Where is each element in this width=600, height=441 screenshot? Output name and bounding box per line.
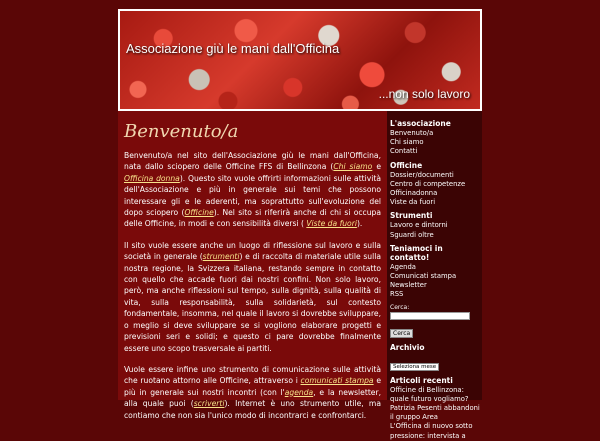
sidebar-link[interactable]: Viste da fuori [390, 198, 436, 207]
sidebar-link[interactable]: RSS [390, 290, 404, 299]
sidebar-link[interactable]: Contatti [390, 147, 418, 156]
paragraph-text: Benvenuto/a nel sito dell'Associazione giù le mani dall'Officina, nata dallo sciopero delle Officine FFS di Bellinzona ( [124, 151, 381, 172]
inline-link[interactable]: Officine [184, 208, 214, 218]
inline-link[interactable]: strumenti [202, 252, 240, 262]
sidebar-sections [390, 119, 480, 300]
sidebar-link[interactable]: Officinadonna [390, 189, 438, 198]
sidebar-link[interactable]: Chi siamo [390, 138, 424, 147]
site-tagline: ...non solo lavoro [378, 87, 470, 101]
inline-link[interactable]: comunicati stampa [300, 376, 374, 386]
search-input[interactable] [390, 312, 470, 320]
sidebar-heading: Teniamoci in contatto! [390, 243, 443, 262]
archive-select[interactable]: Seleziona mese [390, 363, 439, 371]
inline-link[interactable]: Viste da fuori [306, 219, 357, 229]
sidebar-link[interactable]: Comunicati stampa [390, 272, 457, 281]
recent-list [390, 386, 480, 441]
paragraph-text: e [372, 162, 381, 172]
paragraph-text: Il sito vuole essere anche un luogo di riflessione sul lavoro e sulla società in generale ( [124, 240, 381, 262]
paragraph-text: e più in generale sui nostri incontri (con l' [124, 376, 381, 397]
sidebar [387, 111, 482, 440]
site-title[interactable]: Associazione giù le mani dall'Officina [126, 41, 340, 56]
paragraph-text: ) e di raccolta di materiale utile sulla nostra regione, la Svizzera italiana, restando sempre in contatto con quello che accade fuori dai nostri confini. Non solo lavoro, però, ma anche riflessioni sul tempo, sulla dignità, sulla qualità di vita, sulla responsabilità, sulla solidarietà, sul contesto fondamentale, insomma, nel quale il lavoro si dovrebbe sviluppare, o meglio si deve sviluppare se si vogliono elaborare progetti e previsioni seri e solidi; e questo ci pare dovrebbe finalmente essere uno scopo trasversale ai partiti. [124, 252, 381, 353]
sidebar-link[interactable]: Dossier/documenti [390, 170, 454, 179]
search-label: Cerca: [390, 303, 410, 311]
sidebar-link[interactable]: Centro di competenze [390, 179, 466, 188]
inline-link[interactable]: scriverti [193, 399, 225, 409]
inline-link[interactable]: Chi siamo [333, 162, 373, 172]
sidebar-link[interactable]: Sguardi oltre [390, 230, 434, 239]
recent-article-link[interactable]: Patrizia Pesenti abbandoni il gruppo Area [390, 404, 480, 422]
paragraph-text: ). Questo sito vuole offrirti informazioni sulle attività dell'Associazione e più in generale sui temi che possono interessare gli e le aderenti, ma soprattutto sull'evoluzione del dopo sciopero ( [124, 173, 381, 218]
communication-paragraph [124, 364, 381, 421]
recent-heading: Articoli recenti [390, 375, 453, 385]
sidebar-link[interactable]: Agenda [390, 262, 416, 271]
inline-link[interactable]: agenda [284, 387, 314, 397]
sidebar-link[interactable]: Benvenuto/a [390, 129, 434, 137]
paragraph-text: ). [356, 219, 363, 229]
header-banner [118, 9, 482, 111]
recent-article-link[interactable]: L'Officina di nuovo sotto pressione: intervista a [390, 422, 473, 440]
intro-paragraph [124, 150, 381, 230]
reflection-paragraph [124, 240, 381, 354]
paragraph-text: Vuole essere infine uno strumento di comunicazione sulle attività che ruotano attorno alle Officine, attraverso i [124, 364, 381, 386]
main-content [118, 111, 387, 420]
sidebar-heading: L'associazione [390, 119, 451, 128]
sidebar-heading: Strumenti [390, 211, 433, 221]
search-button[interactable]: Cerca [390, 329, 413, 338]
recent-article-link[interactable]: Officine di Bellinzona: quale futuro vogliamo? [390, 385, 469, 403]
page-title: Benvenuto/a [124, 121, 239, 142]
sidebar-link[interactable]: Newsletter [390, 281, 427, 290]
paragraph-text: ). Internet è uno strumento utile, ma contiamo che non sia l'unico modo di incontrarci e confrontarci. [124, 399, 381, 420]
archive-heading: Archivio [390, 342, 425, 352]
sidebar-heading: Officine [390, 160, 423, 170]
paragraph-text: ). Nel sito si riferirà anche di chi si occupa delle Officine, in modi e con sensibilità diversi ( [124, 208, 382, 229]
sidebar-link[interactable]: Lavoro e dintorni [390, 221, 448, 230]
inline-link[interactable]: Officina donna [124, 173, 180, 183]
paragraph-text: , e la newsletter, alla quale puoi ( [124, 387, 382, 409]
